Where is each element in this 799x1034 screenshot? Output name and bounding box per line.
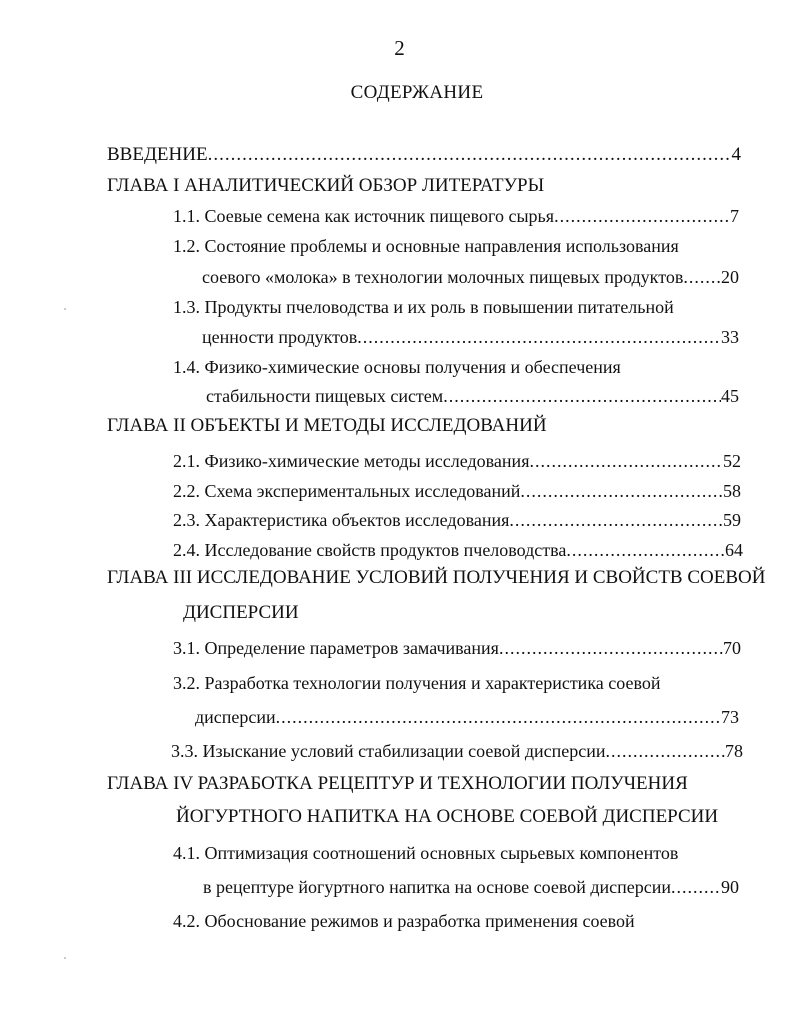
- leader-dots: [208, 144, 732, 166]
- toc-entry-label: стабильности пищевых систем: [206, 386, 444, 406]
- leader-dots: [276, 706, 721, 728]
- toc-entry-2-2: [173, 480, 741, 502]
- toc-entry-1-2-line1: 1.2. Состояние проблемы и основные направления использования: [173, 236, 679, 256]
- toc-entry-page: 73: [721, 707, 739, 727]
- toc-entry-label: 3.1. Определение параметров замачивания: [173, 638, 499, 658]
- toc-entry-page: 58: [723, 481, 741, 501]
- toc-entry-1-4-line2: [206, 385, 739, 407]
- chapter-heading: ГЛАВА I АНАЛИТИЧЕСКИЙ ОБЗОР ЛИТЕРАТУРЫ: [107, 175, 545, 196]
- toc-entry-3-1: [173, 637, 741, 659]
- toc-entry-page: 45: [721, 386, 739, 406]
- toc-entry-page: 90: [721, 877, 739, 897]
- toc-entry-1-3-line2: [202, 326, 739, 348]
- toc-entry-label: 2.3. Характеристика объектов исследования: [173, 510, 510, 530]
- toc-entry-label: в рецептуре йогуртного напитка на основе соевой дисперсии: [203, 877, 671, 897]
- toc-entry-label: 2.2. Схема экспериментальных исследований: [173, 481, 521, 501]
- toc-entry-label: 1.1. Соевые семена как источник пищевого сырья: [173, 206, 555, 226]
- toc-entry-label: дисперсии: [195, 707, 276, 727]
- leader-dots: [509, 509, 723, 531]
- toc-entry-4-1-line1: 4.1. Оптимизация соотношений основных сырьевых компонентов: [173, 843, 679, 863]
- toc-entry-page: 4: [731, 144, 741, 165]
- toc-entry-page: 52: [723, 451, 741, 471]
- toc-entry-page: 64: [725, 540, 743, 560]
- toc-entry-4-1-line2: [203, 876, 739, 898]
- chapter-heading: ГЛАВА II ОБЪЕКТЫ И МЕТОДЫ ИССЛЕДОВАНИЙ: [107, 415, 547, 436]
- toc-entry-label: 2.4. Исследование свойств продуктов пчеловодства: [173, 540, 567, 560]
- leader-dots: [554, 205, 730, 227]
- toc-entry-page: 7: [730, 206, 739, 226]
- toc-entry-introduction: [107, 144, 741, 166]
- leader-dots: [683, 266, 721, 288]
- page-number: 2: [394, 36, 405, 60]
- chapter-heading-continuation: ЙОГУРТНОГО НАПИТКА НА ОСНОВЕ СОЕВОЙ ДИСПЕРСИИ: [176, 806, 719, 827]
- toc-entry-1-3-line1: 1.3. Продукты пчеловодства и их роль в повышении питательной: [173, 297, 674, 317]
- toc-entry-1-1: [173, 205, 739, 227]
- chapter-heading: ГЛАВА IV РАЗРАБОТКА РЕЦЕПТУР И ТЕХНОЛОГИИ ПОЛУЧЕНИЯ: [107, 773, 688, 794]
- toc-entry-label: 2.1. Физико-химические методы исследования: [173, 451, 530, 471]
- scan-speck: [64, 957, 66, 959]
- leader-dots: [605, 740, 725, 762]
- toc-entry-2-4: [173, 539, 743, 561]
- toc-entry-2-3: [173, 509, 741, 531]
- toc-entry-3-2-line1: 3.2. Разработка технологии получения и характеристика соевой: [173, 673, 661, 693]
- scan-speck: [64, 308, 66, 310]
- toc-entry-3-3: [171, 740, 743, 762]
- chapter-heading-continuation: ДИСПЕРСИИ: [183, 602, 299, 623]
- toc-entry-page: 20: [721, 267, 739, 287]
- leader-dots: [443, 385, 721, 407]
- leader-dots: [520, 480, 723, 502]
- toc-entry-label: соевого «молока» в технологии молочных пищевых продуктов: [202, 267, 684, 287]
- toc-entry-4-2-line1: 4.2. Обоснование режимов и разработка применения соевой: [173, 911, 635, 931]
- toc-entry-3-2-line2: [195, 706, 739, 728]
- toc-title: СОДЕРЖАНИЕ: [350, 82, 484, 103]
- toc-entry-page: 59: [723, 510, 741, 530]
- leader-dots: [529, 450, 723, 472]
- leader-dots: [499, 637, 723, 659]
- leader-dots: [566, 539, 725, 561]
- toc-entry-label: 3.3. Изыскание условий стабилизации соевой дисперсии: [171, 741, 606, 761]
- toc-entry-label: ВВЕДЕНИЕ: [107, 144, 208, 165]
- toc-entry-1-4-line1: 1.4. Физико-химические основы получения и обеспечения: [173, 357, 621, 377]
- leader-dots: [671, 876, 721, 898]
- toc-entry-1-2-line2: [202, 266, 739, 288]
- toc-entry-page: 70: [723, 638, 741, 658]
- toc-entry-page: 78: [725, 741, 743, 761]
- leader-dots: [357, 326, 721, 348]
- toc-entry-label: ценности продуктов: [202, 327, 358, 347]
- chapter-heading: ГЛАВА III ИССЛЕДОВАНИЕ УСЛОВИЙ ПОЛУЧЕНИЯ И СВОЙСТВ СОЕВОЙ: [107, 567, 766, 588]
- toc-entry-page: 33: [721, 327, 739, 347]
- toc-entry-2-1: [173, 450, 741, 472]
